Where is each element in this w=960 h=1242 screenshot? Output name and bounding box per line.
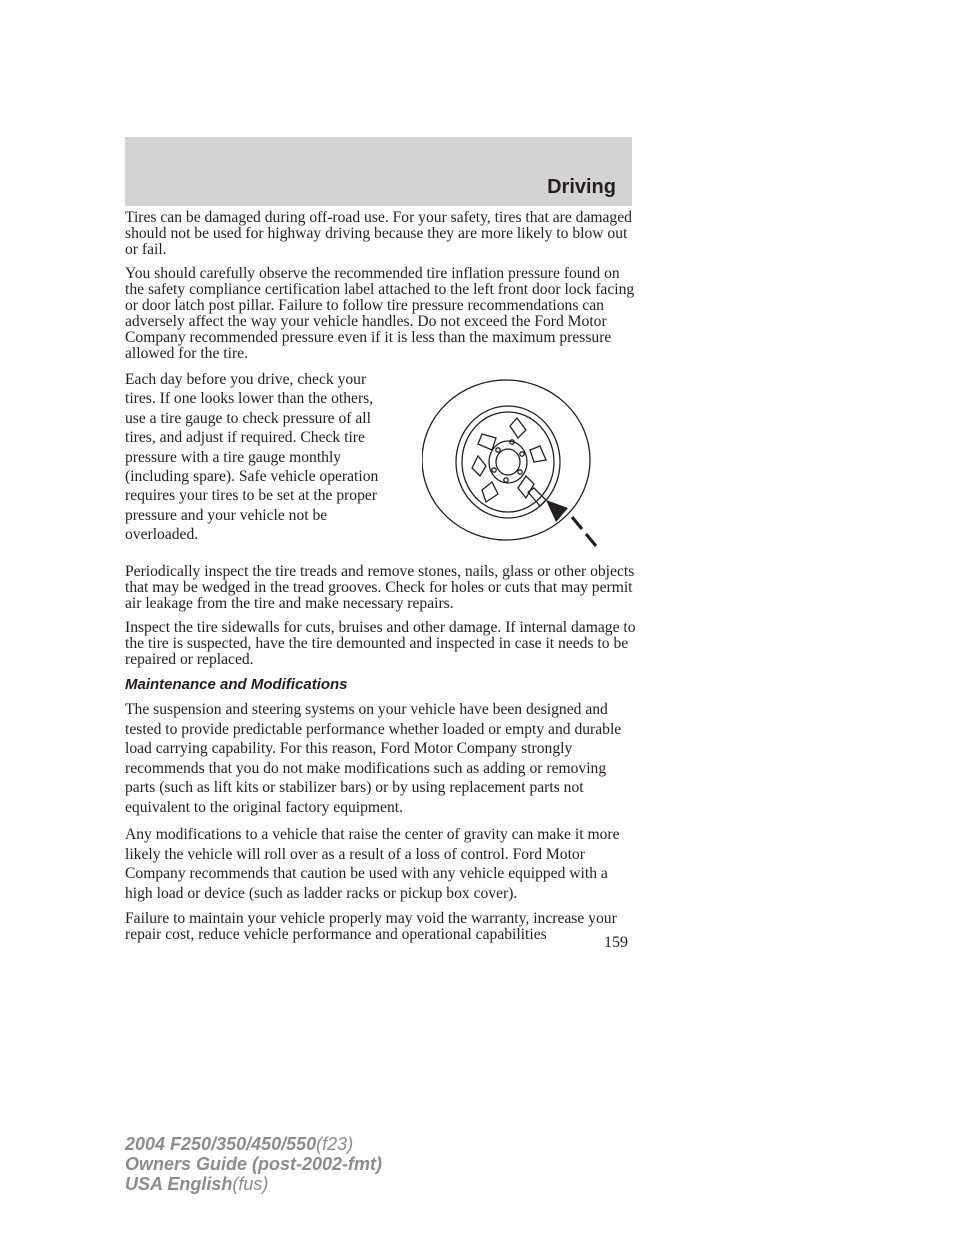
footer-guide-format: Owners Guide (post-2002-fmt) — [125, 1154, 383, 1174]
paragraph-warranty: Failure to maintain your vehicle properly may void the warranty, increase your repair cost, reduce vehicle performance and operational capabilities — [125, 910, 617, 943]
footer-language-code: (fus) — [232, 1174, 269, 1194]
subheading-maintenance: Maintenance and Modifications — [125, 676, 348, 693]
footer-line-model — [125, 1134, 382, 1154]
footer-model-code: (f23) — [316, 1134, 354, 1154]
paragraph-offroad-damage: Tires can be damaged during off-road use. For your safety, tires that are damaged should not be used for highway driving because they are more likely to blow out or fail. — [125, 209, 632, 258]
footer-model: 2004 F250/350/450/550 — [125, 1134, 317, 1154]
document-footer — [125, 1134, 382, 1194]
paragraph-sidewall-inspection: Inspect the tire sidewalls for cuts, bruises and other damage. If internal damage to the tire is suspected, have the tire demounted and inspected in case it needs to be repaired or replaced. — [125, 619, 636, 668]
section-header-banner — [125, 137, 632, 206]
footer-line-language — [125, 1174, 382, 1194]
paragraph-center-of-gravity: Any modifications to a vehicle that raise the center of gravity can make it more likely the vehicle will roll over as a result of a loss of control. Ford Motor Company recommends that caution be used with any vehicle equipped with a high load or device (such as ladder racks or pickup box cover). — [125, 826, 620, 902]
paragraph-suspension: The suspension and steering systems on your vehicle have been designed and tested to provide predictable performance whether loaded or empty and durable load carrying capability. For this reason, Ford Motor Company strongly recommends that you do not make modifications such as adding or removing parts (such as lift kits or stabilizer bars) or by using replacement parts not equivalent to the original factory equipment. — [125, 701, 622, 816]
footer-language: USA English — [125, 1174, 233, 1194]
paragraph-tread-inspection: Periodically inspect the tire treads and remove stones, nails, glass or other objects that may be wedged in the tread grooves. Check for holes or cuts that may permit air leakage from the tire and make necessary repairs. — [125, 563, 635, 612]
section-title: Driving — [547, 176, 616, 198]
tire-valve-stem-icon — [422, 376, 602, 554]
page-content — [125, 210, 637, 951]
paragraph-daily-check: Each day before you drive, check your tires. If one looks lower than the others, use a tire gauge to check pressure of all tires, and adjust if required. Check tire pressure with a tire gauge monthly (including spare). Safe vehicle operation requires your tires to be set at the proper pressure and your vehicle not be overloaded. — [125, 371, 379, 544]
paragraph-inflation-pressure: You should carefully observe the recommended tire inflation pressure found on the safety compliance certification label attached to the left front door lock facing or door latch post pillar. Failure to follow tire pressure recommendations can adversely affect the way your vehicle handles. Do not exceed the Ford Motor Company recommended pressure even if it is less than the maximum pressure allowed for the tire. — [125, 265, 635, 362]
page-number: 159 — [604, 934, 628, 951]
tire-check-block — [125, 370, 637, 556]
